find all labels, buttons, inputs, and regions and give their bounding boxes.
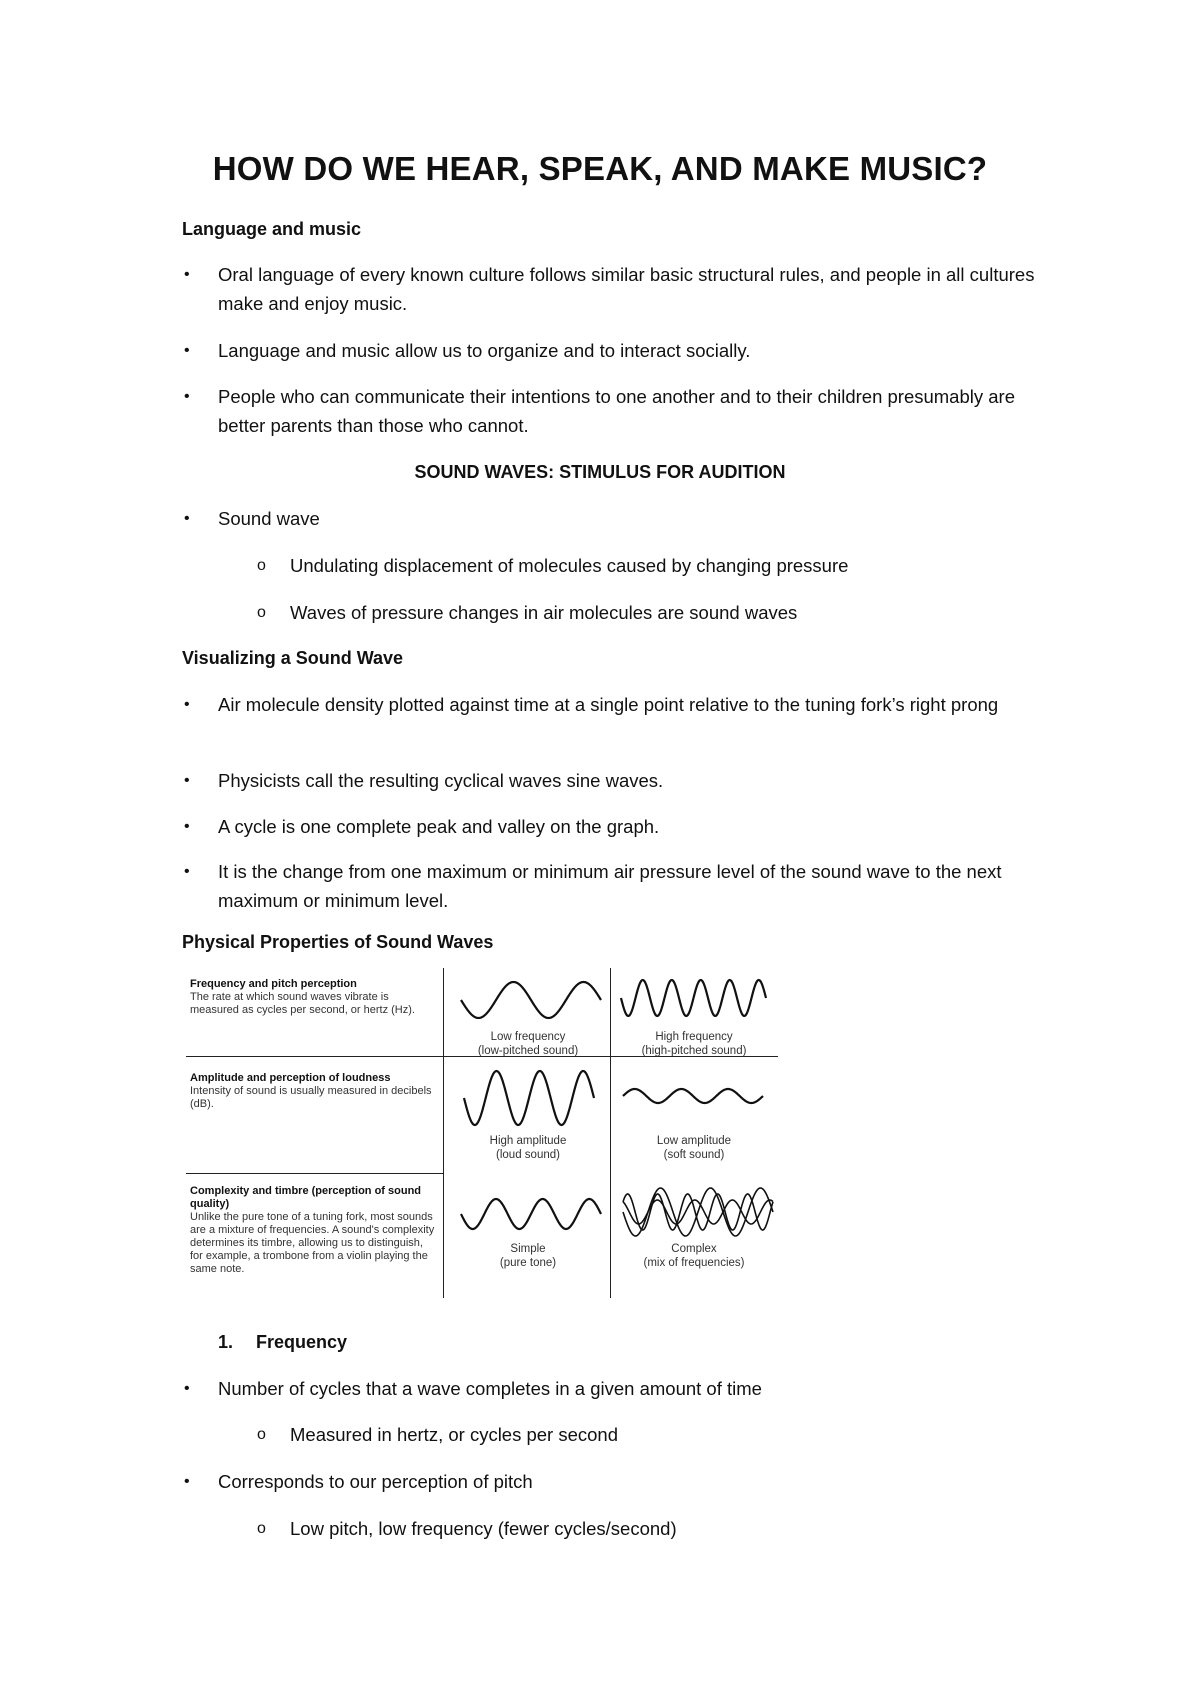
sub-bullet-icon: o	[257, 604, 266, 621]
bullet-item	[184, 504, 1048, 533]
figure-divider	[610, 968, 611, 1298]
bullet-icon: •	[184, 1473, 190, 1490]
bullet-icon: •	[184, 772, 190, 789]
bullet-icon: •	[184, 342, 190, 359]
high-amplitude-wave-graphic	[464, 1068, 594, 1128]
sound-wave-properties-figure	[186, 968, 778, 1298]
complex-wave-graphic	[623, 1182, 773, 1242]
bullet-item	[184, 812, 1048, 841]
wave-caption: Complex (mix of frequencies)	[643, 1243, 745, 1269]
high-amplitude-wave	[464, 1071, 594, 1125]
sub-bullet-icon: o	[257, 1520, 266, 1537]
section-heading-physical-properties: Physical Properties of Sound Waves	[182, 932, 494, 952]
wave-caption: Low amplitude (soft sound)	[656, 1135, 732, 1161]
wave-caption: Low frequency (low-pitched sound)	[477, 1031, 579, 1057]
sub-bullet-text: Measured in hertz, or cycles per second	[290, 1424, 619, 1445]
low-amplitude-wave-graphic	[623, 1081, 763, 1111]
bullet-icon: •	[184, 388, 190, 405]
figure-row-amplitude	[190, 1072, 438, 1111]
bullet-text: Language and music allow us to organize and to interact socially.	[218, 340, 751, 361]
low-amplitude-wave	[623, 1089, 763, 1103]
bullet-icon: •	[184, 1380, 190, 1397]
bullet-icon: •	[184, 696, 190, 713]
figure-row-heading: Complexity and timbre (perception of sound quality)	[190, 1185, 422, 1210]
bullet-text: Oral language of every known culture follows similar basic structural rules, and people in all cultures make and enjoy music.	[218, 264, 1035, 314]
sub-bullet-icon: o	[257, 1426, 266, 1443]
bullet-text: Physicists call the resulting cyclical waves sine waves.	[218, 770, 664, 791]
bullet-text: A cycle is one complete peak and valley on the graph.	[218, 816, 660, 837]
figure-divider	[186, 1173, 444, 1174]
bullet-icon: •	[184, 266, 190, 283]
sub-bullet-text: Waves of pressure changes in air molecules are sound waves	[290, 602, 798, 623]
bullet-item	[184, 382, 1048, 440]
figure-divider	[443, 968, 444, 1298]
figure-row-heading: Amplitude and perception of loudness	[190, 1072, 391, 1084]
figure-row-text: The rate at which sound waves vibrate is measured as cycles per second, or hertz (Hz).	[190, 991, 415, 1016]
bullet-item	[184, 1467, 1048, 1496]
low-frequency-wave-graphic	[461, 978, 601, 1022]
simple-wave-graphic	[461, 1192, 601, 1236]
sub-bullet-icon: o	[257, 557, 266, 574]
complex-wave-component	[623, 1188, 773, 1236]
wave-caption: Simple (pure tone)	[499, 1243, 557, 1269]
low-frequency-wave	[461, 982, 601, 1018]
bullet-text: Sound wave	[218, 508, 320, 529]
figure-row-frequency	[190, 978, 438, 1017]
sub-bullet-item	[257, 1420, 1050, 1449]
numbered-heading-frequency	[218, 1332, 347, 1353]
wave-caption: High amplitude (loud sound)	[489, 1135, 567, 1161]
sub-bullet-item	[257, 1514, 1050, 1543]
simple-wave	[461, 1199, 601, 1229]
bullet-icon: •	[184, 863, 190, 880]
figure-row-heading: Frequency and pitch perception	[190, 978, 357, 990]
numbered-heading-text: Frequency	[256, 1332, 348, 1352]
bullet-item	[184, 260, 1048, 318]
sub-bullet-text: Low pitch, low frequency (fewer cycles/second)	[290, 1518, 677, 1539]
sub-bullet-item	[257, 551, 1050, 580]
bullet-item	[184, 336, 1048, 365]
bullet-text: Corresponds to our perception of pitch	[218, 1471, 533, 1492]
sub-bullet-text: Undulating displacement of molecules caused by changing pressure	[290, 555, 849, 576]
bullet-item	[184, 690, 1048, 719]
bullet-item	[184, 857, 1048, 915]
page-title: HOW DO WE HEAR, SPEAK, AND MAKE MUSIC?	[212, 150, 988, 187]
sub-bullet-item	[257, 598, 1050, 627]
figure-row-text: Intensity of sound is usually measured in decibels (dB).	[190, 1085, 432, 1110]
bullet-icon: •	[184, 510, 190, 527]
section-heading-language-and-music: Language and music	[182, 219, 362, 239]
bullet-text: It is the change from one maximum or minimum air pressure level of the sound wave to the next maximum or minimum level.	[218, 861, 1002, 911]
section-heading-sound-waves: SOUND WAVES: STIMULUS FOR AUDITION	[414, 462, 786, 482]
bullet-text: People who can communicate their intentions to one another and to their children presumably are better parents than those who cannot.	[218, 386, 1015, 436]
bullet-item	[184, 766, 1048, 795]
figure-row-complexity	[190, 1185, 438, 1276]
list-number: 1.	[218, 1332, 234, 1352]
bullet-text: Air molecule density plotted against time at a single point relative to the tuning fork’s right prong	[218, 694, 999, 715]
bullet-icon: •	[184, 818, 190, 835]
bullet-item	[184, 1374, 1048, 1403]
section-heading-visualizing: Visualizing a Sound Wave	[182, 648, 404, 668]
bullet-text: Number of cycles that a wave completes in a given amount of time	[218, 1378, 762, 1399]
figure-row-text: Unlike the pure tone of a tuning fork, most sounds are a mixture of frequencies. A sound's complexity determines its timbre, allowing us to distinguish, for example, a trombone from a violin playing the same note.	[190, 1211, 435, 1275]
wave-caption: High frequency (high-pitched sound)	[641, 1031, 747, 1057]
high-frequency-wave	[621, 980, 766, 1016]
high-frequency-wave-graphic	[621, 976, 766, 1020]
